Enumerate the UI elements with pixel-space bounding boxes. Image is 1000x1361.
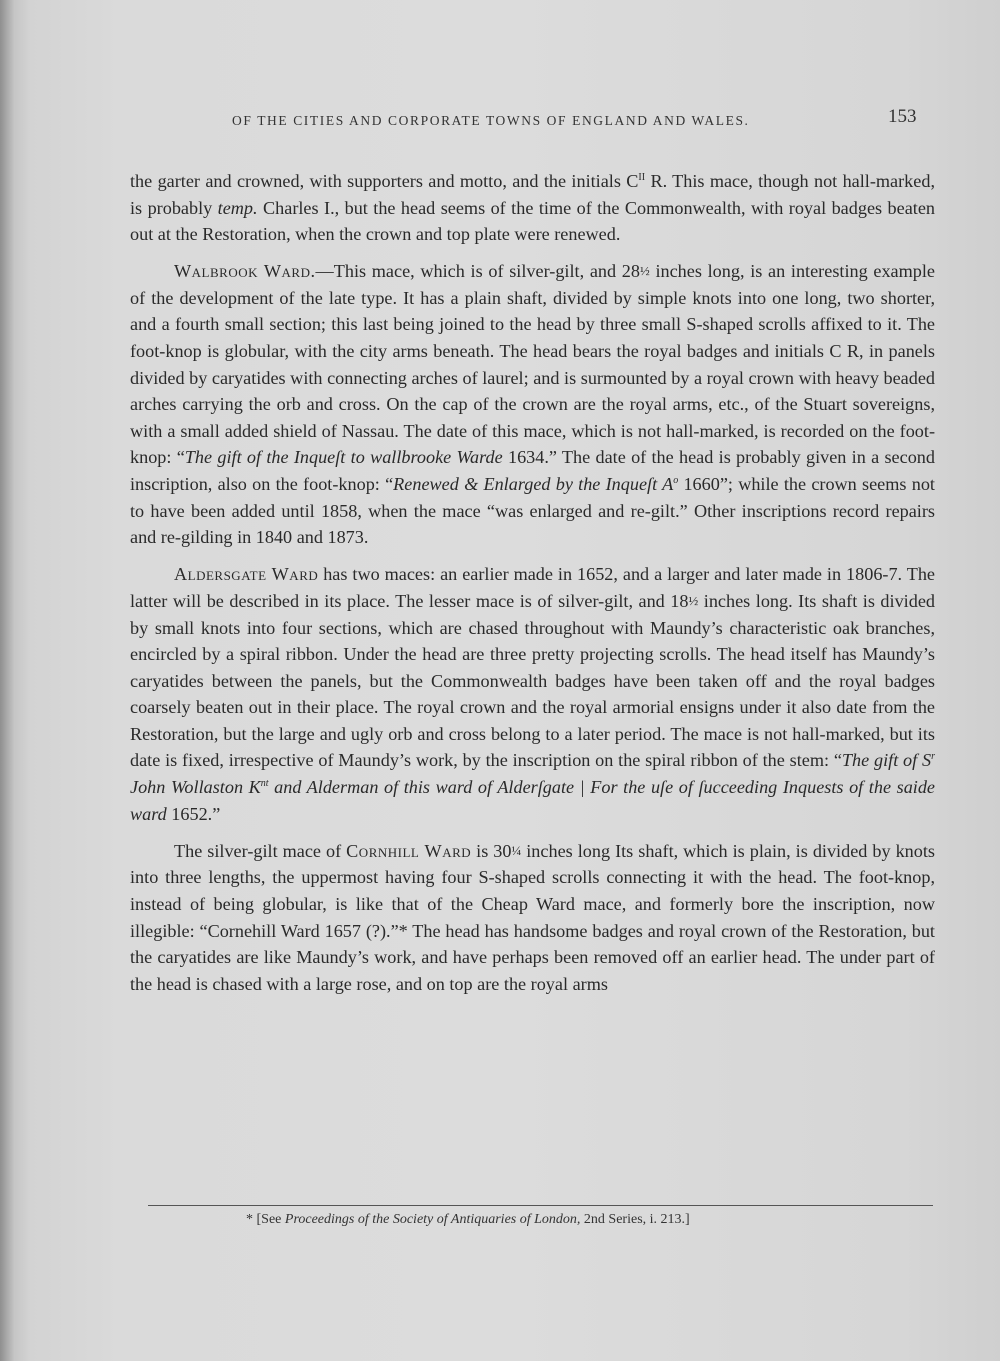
gutter-shadow (0, 0, 14, 1361)
inscription: Renewed & Enlarged by the Inqueſt A (393, 474, 674, 495)
inscription: The gift of the Inqueſt to wallbrooke Warde (184, 447, 503, 468)
ward-heading-aldersgate: Aldersgate Ward (174, 564, 319, 585)
inscription: The gift of S (841, 750, 932, 771)
ward-heading-walbrook: Walbrook Ward. (174, 261, 316, 282)
paragraph-cornhill-ward: The silver-gilt mace of Cornhill Ward is 30¼ inches long Its shaft, which is plain, is divided by knots into three lengths, the uppermost having four S-shaped scrolls connecting it with the head. The foot-knop, instead of being globular, is like that of the Cheap Ward mace, and formerly bore the inscription, now illegible: “Cornehill Ward 1657 (?).”* The head has handsome badges and royal crown of the Restoration, but the caryatides are like Maundy’s work, and have perhaps been removed off an earlier head. The under part of the head is chased with a large rose, and on top are the royal arms (130, 840, 935, 994)
paragraph-walbrook-ward: Walbrook Ward.—This mace, which is of silver-gilt, and 28½ inches long, is an interesting example of the development of the late type. It has a plain shaft, divided by simple knots into one long, two shorter, and a fourth small section; this last being joined to the head by three small S-shaped scrolls affixed to it. The foot-knop is globular, with the city arms beneath. The head bears the royal badges and initials C R, in panels divided by caryatides with connecting arches of laurel; and is surmounted by a royal crown with heavy beaded arches carrying the orb and cross. On the cap of the crown are the royal arms, etc., of the Stuart sovereigns, with a small added shield of Nassau. The date of this mace, which is not hall-marked, is recorded on the foot-knop: “The gift of the Inqueſt to wallbrooke Warde 1634.” The date of the head is probably given in a second inscription, also on the foot-knop: “Renewed & Enlarged by the Inqueſt $A^o$ 1660”; while the crown seems not to have been added until 1858, when the mace “was enlarged and re-gilt.” Other inscriptions record repairs and re-gilding in 1840 and 1873. (130, 261, 935, 548)
running-head: OF THE CITIES AND CORPORATE TOWNS OF ENGLAND AND WALES. (232, 113, 750, 128)
footnote: * [See Proceedings of the Society of Antiquaries of London, 2nd Series, i. 213.] (246, 1212, 690, 1227)
footnote-rule (148, 1205, 933, 1206)
body-text (130, 168, 935, 1008)
ward-heading-cornhill: Cornhill Ward (346, 840, 472, 861)
paragraph-garter: the garter and crowned, with supporters and motto, and the initials $C^{II}$ R. This mace, though not hall-marked, is probably temp. Charles I., but the head seems of the time of the Commonwealth, with royal badges beaten out at the Restoration, when the crown and top plate were renewed. (130, 171, 935, 245)
paragraph-aldersgate-ward: Aldersgate Ward has two maces: an earlier made in 1652, and a larger and later made in 1806-7. The latter will be described in its place. The lesser mace is of silver-gilt, and 18½ inches long. Its shaft is divided by small knots into four sections, which are chased throughout with Maundy’s characteristic oak branches, encircled by a spiral ribbon. Under the head are three pretty projecting scrolls. The head itself has Maundy’s caryatides between the panels, but the Commonwealth badges have been taken off and the royal badges coarsely beaten out in their place. The royal crown and the royal armorial ensigns under it also date from the Restoration, but the large and ugly orb and cross belong to a later period. The mace is not hall-marked, but its date is fixed, irrespective of Maundy’s work, by the inscription on the spiral ribbon of the stem: “The gift of $S^r$ John Wollaston $K^{nt}$ and Alderman of this ward of Alderſgate | For the uſe of ſucceeding Inquests of the saide ward 1652.” (130, 564, 936, 824)
page-number: 153 (888, 106, 917, 127)
